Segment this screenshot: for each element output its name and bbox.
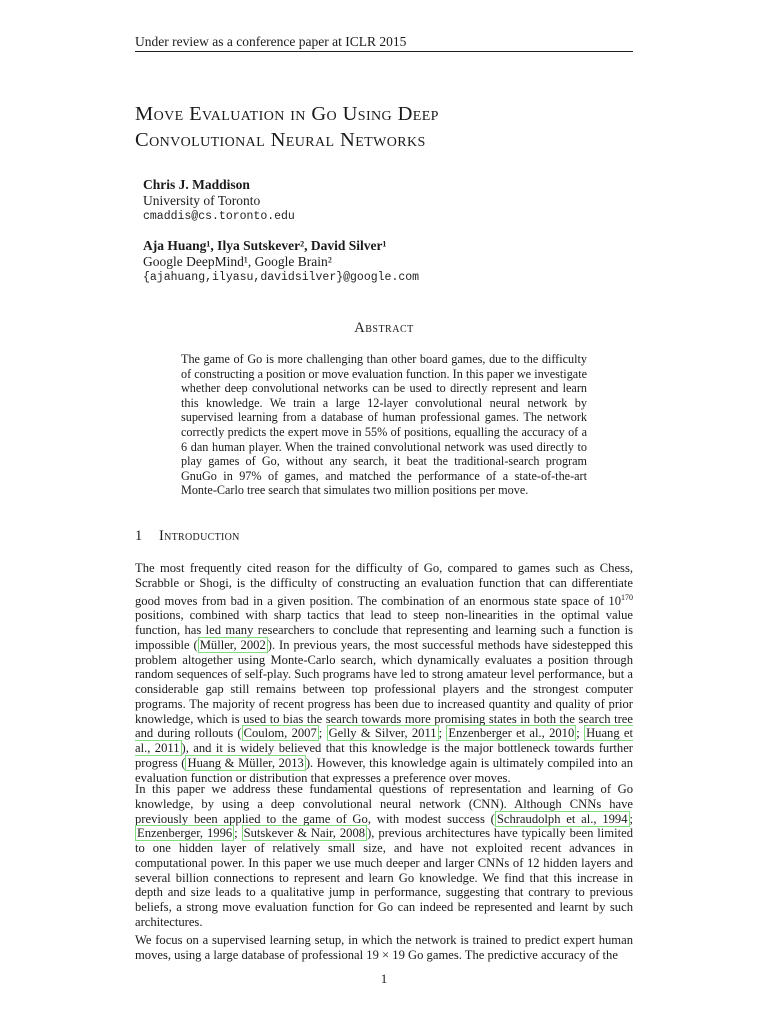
section-heading [135,528,633,545]
author-email: cmaddis@cs.toronto.edu [143,210,295,223]
running-header: Under review as a conference paper at ICLR 2015 [135,34,407,49]
citation-link[interactable]: Coulom, 2007 [243,726,317,741]
header-rule [135,51,633,52]
author-affiliation: Google DeepMind¹, Google Brain² [143,254,332,269]
text-run: positions, combined with sharp tactics that lead to steep non-linearities in the optimal value function, has led many researchers to conclude that representing and learning such a function is impossible ( [135,608,633,652]
citation-link[interactable]: Huang et al., 2011 [135,726,634,756]
abstract-heading: Abstract [354,320,414,336]
intro-paragraph-2: In this paper we address these fundamental questions of representation and learning of Go knowledge, by using a deep convolutional neural network (CNN). Although CNNs have previously been applied to the game of Go, with modest success ( Schraudolph et al., 1994 ; Enzenberger, 1996 ; Sutskever & Nair, 2008 ), previous architectures have typically been limited to one hidden layer of relatively small size, and have not exploited recent advances in computational power. In this paper we use much deeper and larger CNNs of 12 hidden layers and several billion connections to represent and learn Go knowledge. We find that this increase in depth and size leads to a qualitative jump in performance, suggesting that contrary to previous beliefs, a strong move evaluation function for Go can indeed be represented and learnt by such architectures. [135,782,634,929]
citation-link[interactable]: Sutskever & Nair, 2008 [243,826,366,841]
author-block-2 [143,238,623,286]
section-title: Introduction [159,528,240,544]
text-run: ), and it is widely believed that this knowledge is the major bottleneck towards further progress ( [135,741,633,770]
intro-paragraph-1: The most frequently cited reason for the difficulty of Go, compared to games such as Chess, Scrabble or Shogi, is the difficulty of constructing an evaluation function that can differentiate good moves from bad in a given position. The combination of an enormous state space of $10^{170}$ positions, combined with sharp tactics that lead to steep non-linearities in the optimal value function, has led many researchers to conclude that representing and learning such a function is impossible ( Müller, 2002 ). In previous years, the most successful methods have sidestepped this problem altogether using Monte-Carlo search, which dynamically evaluates a position through random sequences of self-play. Such programs have led to strong amateur level performance, but a considerable gap still remains between top professional players and the strongest computer programs. The majority of recent progress has been due to increased quantity and quality of prior knowledge, which is used to bias the search towards more promising states in both the search tree and during rollouts ( Coulom, 2007 ; Gelly & Silver, 2011 ; Enzenberger et al., 2010 ; Huang et al., 2011 ), and it is widely believed that this knowledge is the major bottleneck towards further progress ( Huang & Müller, 2013 ). However, this knowledge again is ultimately compiled into an evaluation function or distribution that expresses a preference over moves. [135,561,634,785]
citation-link[interactable]: Schraudolph et al., 1994 [496,811,628,826]
text-run: In this paper we address these fundamental questions of representation and learning of Go knowledge, by using a deep convolutional neural network (CNN). Although CNNs have previously been applied to the game of Go, with modest success ( [135,782,633,826]
author-affiliation: University of Toronto [143,193,261,208]
text-run: ), previous architectures have typically been limited to one hidden layer of relatively small size, and have not exploited recent advances in computational power. In this paper we use much deeper and larger CNNs of 12 hidden layers and several billion connections to represent and learn Go knowledge. We find that this increase in depth and size leads to a qualitative jump in performance, suggesting that contrary to previous beliefs, a strong move evaluation function for Go can indeed be represented and learnt by such architectures. [135,826,633,929]
author-email: {ajahuang,ilyasu,davidsilver}@google.com [143,271,420,284]
page-number: 1 [380,971,388,986]
citation-link[interactable]: Enzenberger, 1996 [137,826,233,841]
abstract-text: The game of Go is more challenging than other board games, due to the difficulty of constructing a position or move evaluation function. In this paper we investigate whether deep convolutional networks can be used to directly represent and learn this knowledge. We train a large 12-layer convolutional neural network by supervised learning from a database of human professional games. The network correctly predicts the expert move in 55% of positions, equalling the accuracy of a 6 dan human player. When the trained convolutional network was used directly to play games of Go, without any search, it beat the traditional-search program GnuGo in 97% of games, and matched the performance of a state-of-the-art Monte-Carlo tree search that simulates two million positions per move. [181,352,587,498]
citation-link[interactable]: Gelly & Silver, 2011 [328,726,437,741]
citation-link[interactable]: Müller, 2002 [199,637,266,652]
author-block-1 [143,177,623,225]
title-line-1: Move Evaluation in Go Using Deep [135,103,439,125]
title-line-2: Convolutional Neural Networks [135,129,426,151]
paper-title [135,101,635,153]
intro-paragraph-3: We focus on a supervised learning setup, in which the network is trained to predict expert human moves, using a large database of professional 19 × 19 Go games. The predictive accuracy of the [135,933,633,962]
citation-link[interactable]: Huang & Müller, 2013 [187,755,304,770]
author-names: Aja Huang¹, Ilya Sutskever², David Silver¹ [143,238,387,253]
section-number: 1 [135,528,143,544]
text-run: The most frequently cited reason for the difficulty of Go, compared to games such as Chess, Scrabble or Shogi, is the difficulty of constructing an evaluation function that can differentiate good moves from bad in a given position. The combination of an enormous state space of 10 [135,561,633,608]
text-run: ). However, this knowledge again is ultimately compiled into an evaluation function or distribution that expresses a preference over moves. [135,755,633,785]
exponent: 170 [621,592,633,602]
citation-link[interactable]: Enzenberger et al., 2010 [448,726,575,741]
author-names: Chris J. Maddison [143,177,250,192]
text-run: ). In previous years, the most successful methods have sidestepped this problem altogether using Monte-Carlo search, which dynamically evaluates a position through random sequences of self-play. Such programs have led to strong amateur level performance, but a considerable gap still remains between top professional players and the strongest computer programs. The majority of recent progress has been due to increased quantity and quality of prior knowledge, which is used to bias the search towards more promising states in both the search tree and during rollouts ( [135,637,633,741]
